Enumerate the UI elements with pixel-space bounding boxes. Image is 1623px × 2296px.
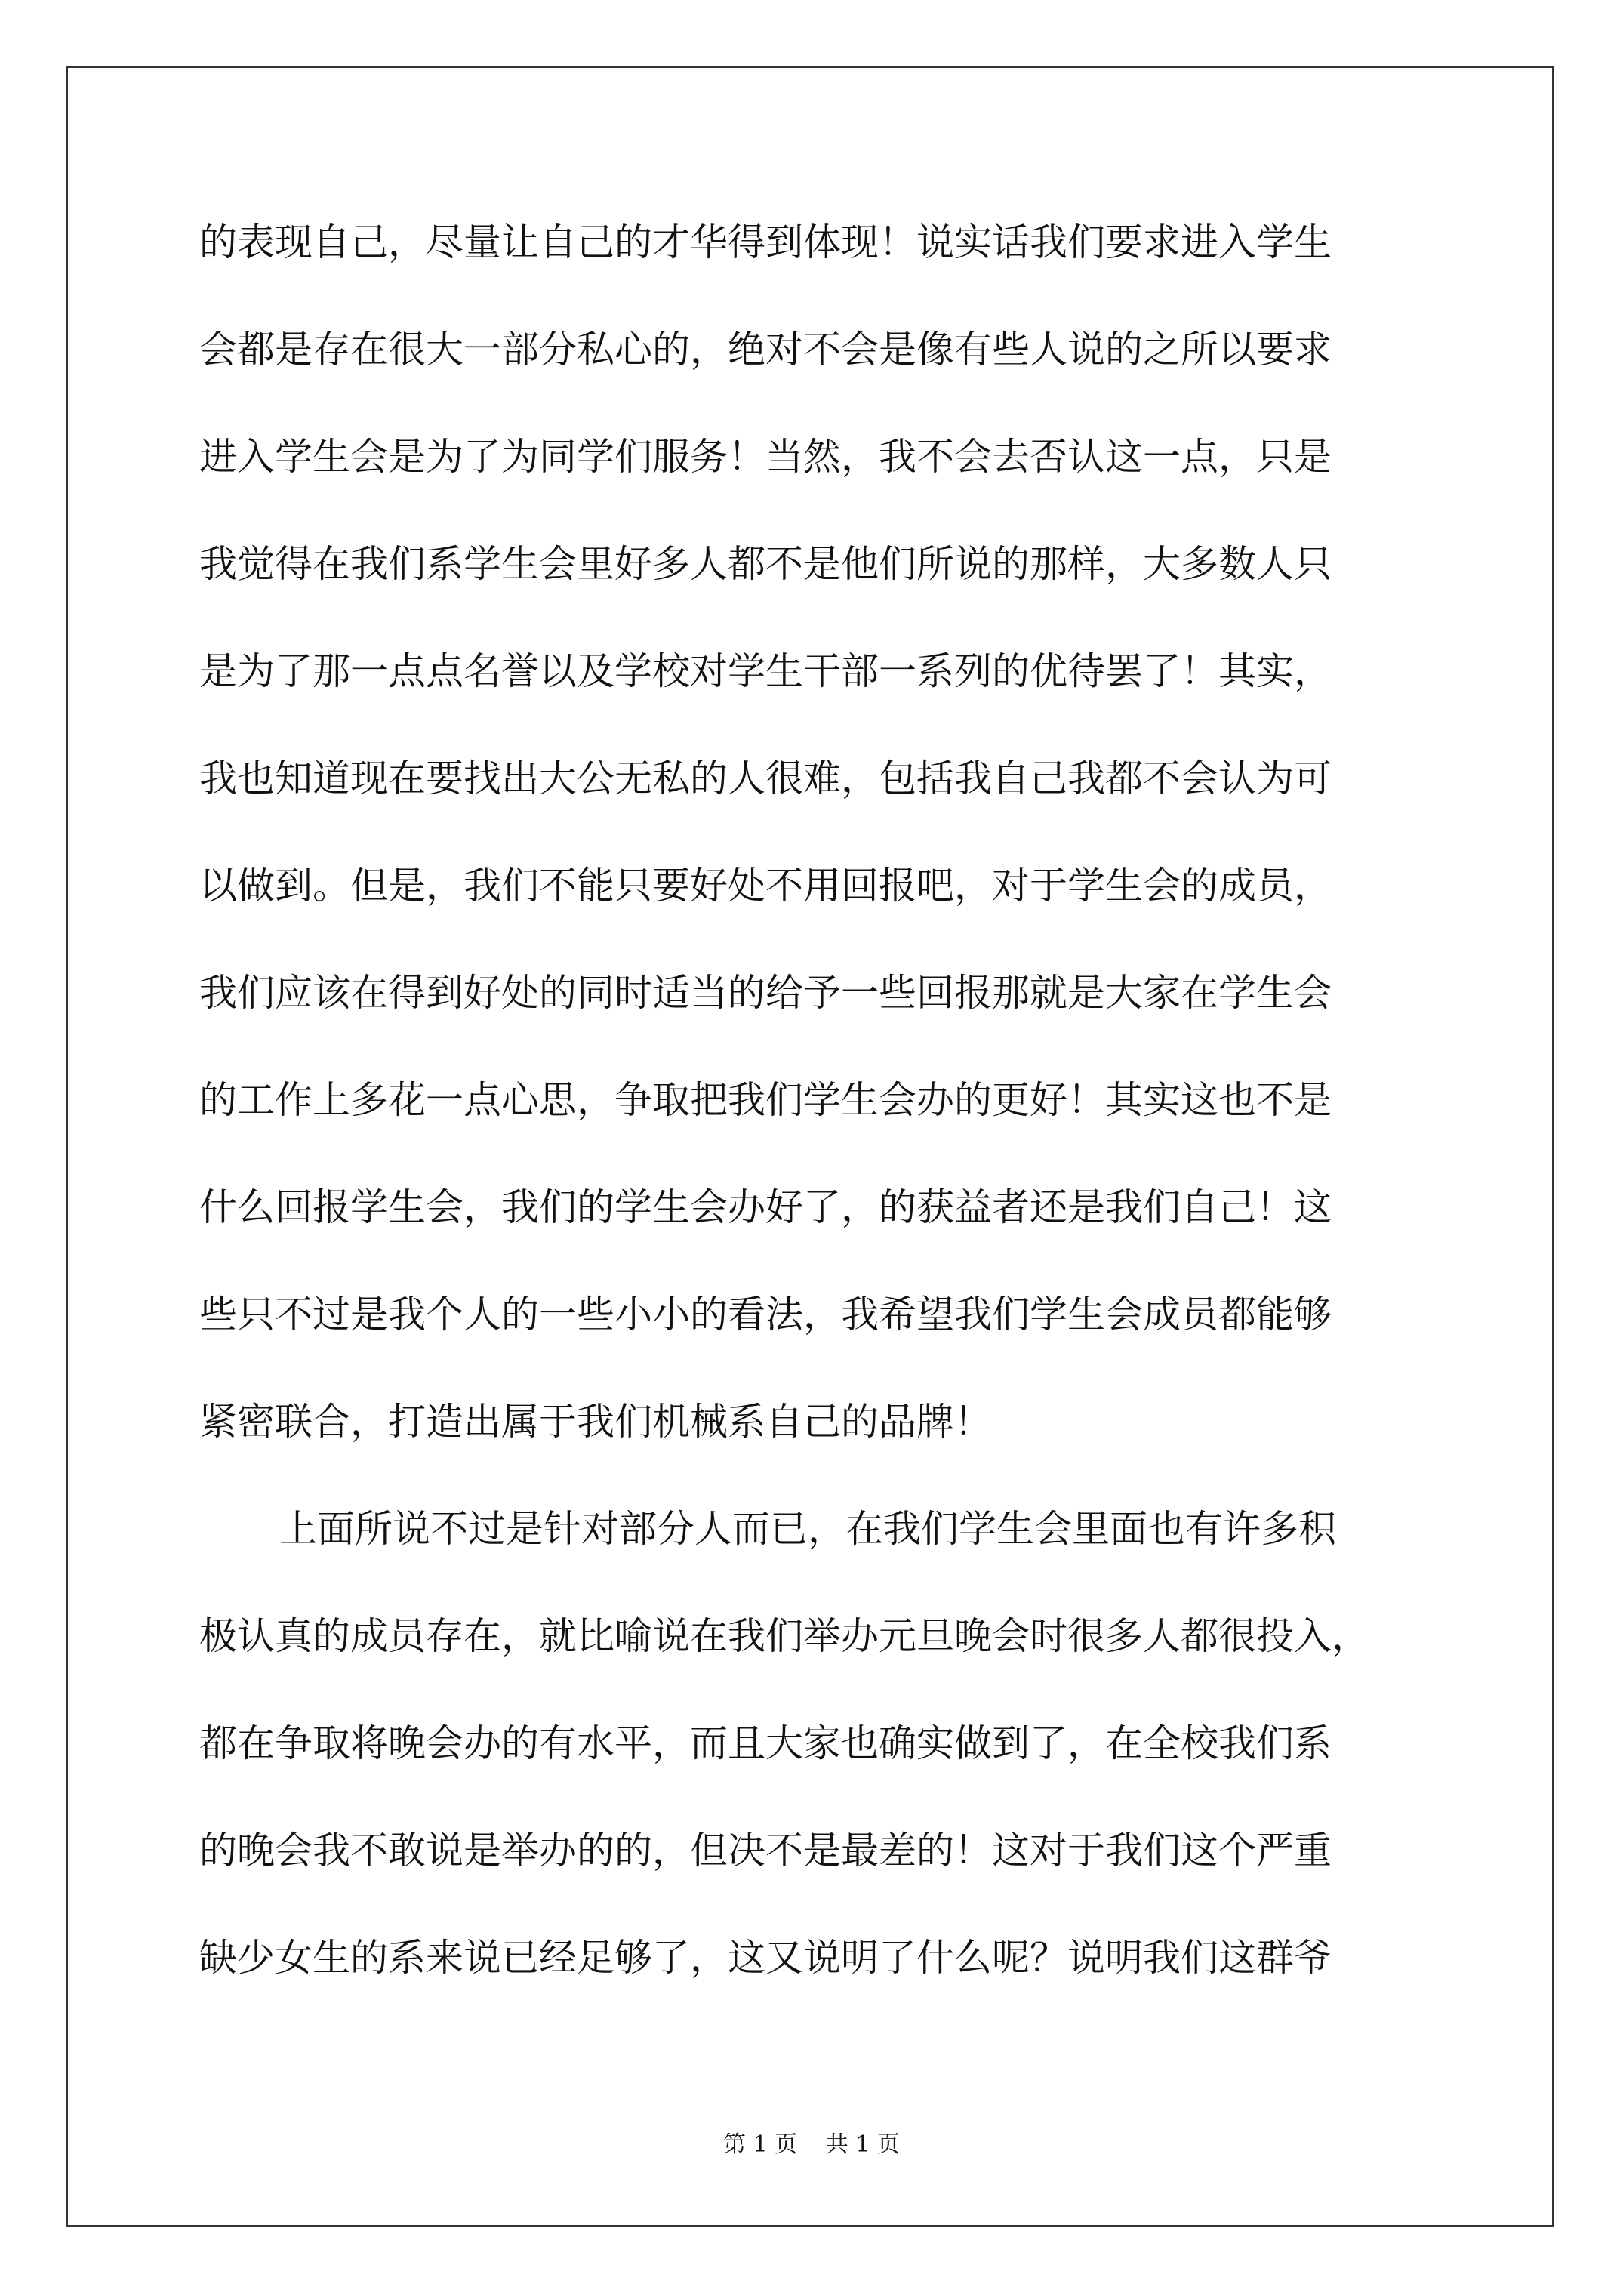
text-line: 什么回报学生会，我们的学生会办好了，的获益者还是我们自己！这 xyxy=(199,1185,1332,1229)
text-line: 都在争取将晚会办的有水平，而且大家也确实做到了，在全校我们系 xyxy=(199,1721,1332,1765)
text-line: 的工作上多花一点心思，争取把我们学生会办的更好！其实这也不是 xyxy=(199,1078,1332,1122)
text-line: 我觉得在我们系学生会里好多人都不是他们所说的那样，大多数人只 xyxy=(199,542,1332,586)
text-line: 进入学生会是为了为同学们服务！当然，我不会去否认这一点，只是 xyxy=(199,435,1332,479)
paragraph-start-line: 上面所说不过是针对部分人而已，在我们学生会里面也有许多积 xyxy=(279,1507,1336,1551)
text-line: 是为了那一点点名誉以及学校对学生干部一系列的优待罢了！其实， xyxy=(199,649,1332,693)
text-line: 缺少女生的系来说已经足够了，这又说明了什么呢？说明我们这群爷 xyxy=(199,1936,1332,1980)
text-line: 些只不过是我个人的一些小小的看法，我希望我们学生会成员都能够 xyxy=(199,1293,1332,1336)
text-line: 的晚会我不敢说是举办的的，但决不是最差的！这对于我们这个严重 xyxy=(199,1829,1332,1872)
text-line: 极认真的成员存在，就比喻说在我们举办元旦晚会时很多人都很投入， xyxy=(199,1614,1369,1658)
page-number: 第 1 页 xyxy=(723,2131,798,2158)
text-line: 的表现自己，尽量让自己的才华得到体现！说实话我们要求进入学生 xyxy=(199,220,1332,264)
text-line: 紧密联合，打造出属于我们机械系自己的品牌！ xyxy=(199,1400,992,1444)
page-footer xyxy=(0,2125,1623,2159)
text-line: 以做到。但是，我们不能只要好处不用回报吧，对于学生会的成员， xyxy=(199,864,1332,908)
text-line: 会都是存在很大一部分私心的，绝对不会是像有些人说的之所以要求 xyxy=(199,328,1332,371)
document-body xyxy=(199,211,1422,2034)
text-line: 我们应该在得到好处的同时适当的给予一些回报那就是大家在学生会 xyxy=(199,971,1332,1015)
text-line: 我也知道现在要找出大公无私的人很难，包括我自己我都不会认为可 xyxy=(199,757,1332,800)
page-total: 共 1 页 xyxy=(825,2131,900,2158)
